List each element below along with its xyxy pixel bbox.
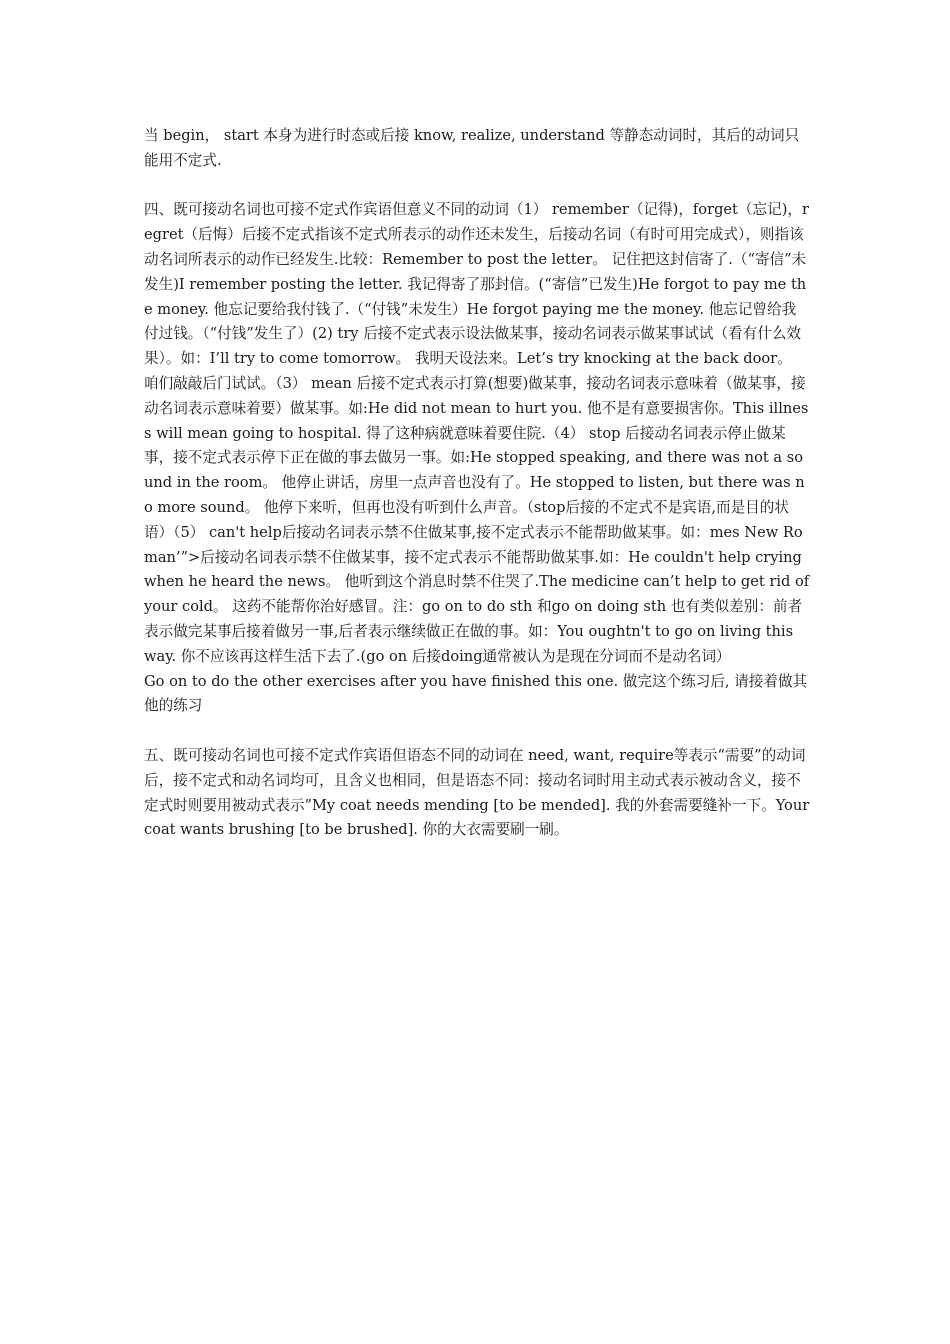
paragraph-spacer (144, 174, 810, 199)
paragraph-begin-start: 当 begin， start 本身为进行时态或后接 know, realize, understand 等静态动词时，其后的动词只能用不定式. (144, 127, 800, 169)
paragraph-go-on-example: Go on to do the other exercises after you have finished this one. 做完这个练习后, 请接着做其他的练习 (144, 672, 808, 715)
paragraph-section-four: 四、既可接动名词也可接不定式作宾语但意义不同的动词（1） remember（记得)，forget（忘记)，regret（后悔）后接不定式指该不定式所表示的动作还未发生，后接动名词（有时可用完成式），则指该动名词所表示的动作已经发生.比较：Remember to post the letter。 记住把这封信寄了.（“寄信”未发生)I remember posting the letter. 我记得寄了那封信。(“寄信”已发生)He forgot to pay me the money. 他忘记要给我付钱了.（“付钱”未发生）He forgot paying me the money. 他忘记曾给我付过钱。（“付钱”发生了）(2) try 后接不定式表示设法做某事，接动名词表示做某事试试（看有什么效果）。如：I’ll try to come tomorrow。 我明天设法来。Let’s try knocking at the back door。 咱们敲敲后门试试。（3） mean 后接不定式表示打算(想要)做某事，接动名词表示意味着（做某事，接动名词表示意味着要）做某事。如:He did not mean to hurt you. 他不是有意要损害你。This illness will mean going to hospital. 得了这种病就意味着要住院.（4） stop 后接动名词表示停止做某事，接不定式表示停下正在做的事去做另一事。如:He stopped speaking, and there was not a sound in the room。 他停止讲话，房里一点声音也没有了。He stopped to listen, but there was no more sound。 他停下来听，但再也没有听到什么声音。（stop后接的不定式不是宾语,而是目的状语）（5） can't help后接动名词表示禁不住做某事,接不定式表示不能帮助做某事。如：mes New Roman’”>后接动名词表示禁不住做某事，接不定式表示不能帮助做某事.如：He couldn't help crying when he heard the news。 他听到这个消息时禁不住哭了.The medicine can’t help to get rid of your cold。 这药不能帮你治好感冒。注：go on to do sth 和go on doing sth 也有类似差别：前者表示做完某事后接着做另一事,后者表示继续做正在做的事。如：You oughtn't to go on living this way. 你不应该再这样生活下去了.(go on 后接doing通常被认为是现在分词而不是动名词） (144, 201, 810, 665)
document-page (144, 124, 810, 843)
paragraph-spacer (144, 719, 810, 744)
paragraph-section-five: 五、既可接动名词也可接不定式作宾语但语态不同的动词在 need, want, require等表示“需要”的动词后，接不定式和动名词均可，且含义也相同，但是语态不同：接动名词时用主动式表示被动含义，接不定式时则要用被动式表示”My coat needs mending [to be mended]. 我的外套需要缝补一下。Your coat wants brushing [to be brushed]. 你的大衣需要刷一刷。 (144, 746, 810, 839)
